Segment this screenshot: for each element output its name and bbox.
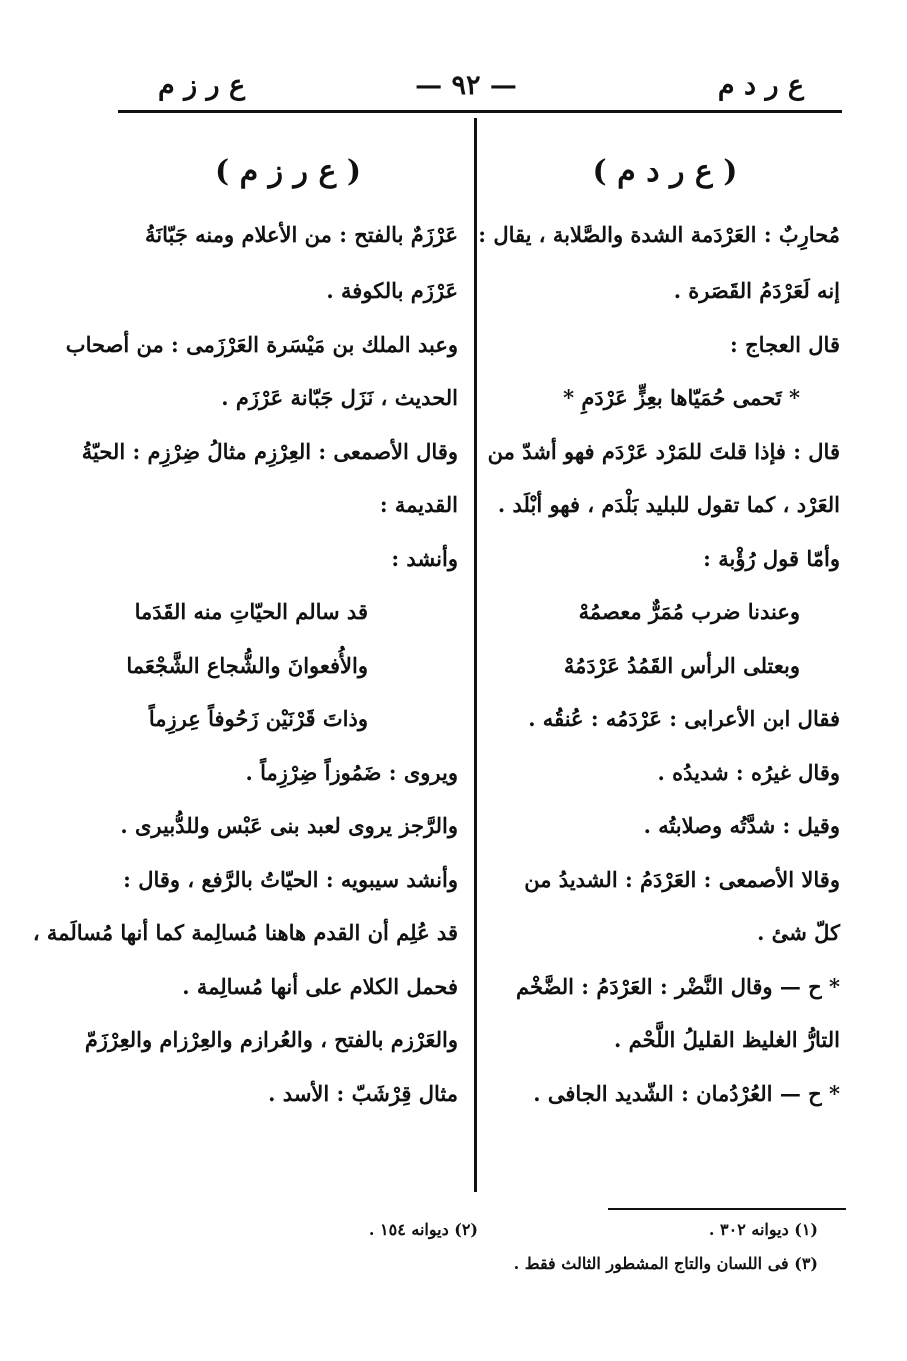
entry-heading: ( ع ر ز م ) [214,154,362,189]
text-line: وأمّا قول رُؤْبة : [703,545,840,571]
column-divider [474,118,477,1192]
text-line: العَرْد ، كما تقول للبليد بَلْدَم ، فهو أبْلَد . [497,492,840,517]
text-line: وأنشد : [391,545,458,571]
text-line: مثال قِرْشَبّ : الأسد . [268,1080,458,1106]
text-line: ويروى : ضَمُوزاً ضِرْزِماً . [245,759,458,785]
text-line: وقال غيرُه : شديدُه . [657,759,840,785]
text-line: إنه لَعَرْدَمُ القَصَرة . [673,278,840,303]
page-number: — ٩٢ — [415,70,517,101]
text-line: وعبد الملك بن مَيْسَرة العَرْزَمى : من أصحاب [65,331,458,357]
text-line: القديمة : [379,492,458,517]
footnote: (١) ديوانه ٣٠٢ . [708,1220,818,1239]
page-header [118,70,814,110]
text-line: فقال ابن الأعرابى : عَرْدَمُه : عُنقُه . [528,706,840,731]
footnote-rule [608,1208,846,1210]
header-root-left: ع ر ز م [158,70,246,101]
verse-line: وبعتلى الرأس القَمُدُ عَرْدَمُهْ [563,652,800,678]
text-line: مُحارِبٌ : العَرْدَمة الشدة والصَّلابة ، يقال : [478,222,840,247]
text-line: كلّ شئ . [757,920,840,945]
header-rule [118,110,842,113]
text-line: الحديث ، نَزَل جَبّانة عَرْزَم . [221,385,458,410]
verse-line: قد سالم الحيّاتِ منه القَدَما [134,599,368,624]
text-line: والعَرْزم بالفتح ، والعُرازم والعِرْزام والعِرْزَمّ [84,1027,458,1052]
left-column [32,150,458,1120]
footnotes [118,1220,818,1288]
footnote: (٣) فى اللسان والتاج المشطور الثالث فقط . [513,1254,818,1273]
verse-line: وعندنا ضرب مُمَرٌّ معصمُهْ [578,599,800,624]
footnote: (٢) ديوانه ١٥٤ . [368,1220,478,1239]
text-line: قد عُلِم أن القدم هاهنا مُسالِمة كما أنها مُسالَمة ، [32,920,458,945]
right-column [478,150,840,1120]
text-line: والرَّجز يروى لعبد بنى عَبْس وللدُّبيرى . [120,813,458,838]
text-line: قال : فإذا قلتَ للمَرْد عَرْدَم فهو أشدّ من [487,438,840,464]
text-line: وأنشد سيبويه : الحيّاتُ بالرَّفع ، وقال : [123,866,458,892]
verse-line: والأُفعوانَ والشُّجاع الشَّجْعَما [126,652,368,678]
text-line: وقالا الأصمعى : العَرْدَمُ : الشديدُ من [524,866,840,892]
verse-line: وذاتَ قَرْنَيْن زَحُوفاً عِرزِماً [148,706,368,731]
text-line: عَرْزَمٌ بالفتح : من الأعلام ومنه جَبّانَةُ [145,222,458,247]
text-line: عَرْزَم بالكوفة . [326,278,458,303]
header-root-right: ع ر د م [717,70,804,101]
text-line: فحمل الكلام على أنها مُسالِمة . [182,973,458,999]
text-line: * ح — العُرْدُمان : الشّديد الجافى . [533,1080,840,1106]
entry-heading: ( ع ر د م ) [592,154,738,189]
text-line: قال العجاج : [730,331,840,357]
text-line: التارُّ الغليظ القليلُ اللَّحْم . [613,1027,840,1052]
text-line: * ح — وقال النَّضْر : العَرْدَمُ : الضَّخْم [515,973,840,999]
text-line: وقال الأصمعى : العِرْزِم مثالُ ضِرْزِم : الحيّةُ [81,438,458,464]
text-line: وقيل : شدَّتُه وصلابتُه . [643,813,840,838]
verse-line: * تَحمى حُمَيّاها بعِزٍّ عَرْدَمِ * [563,385,800,410]
